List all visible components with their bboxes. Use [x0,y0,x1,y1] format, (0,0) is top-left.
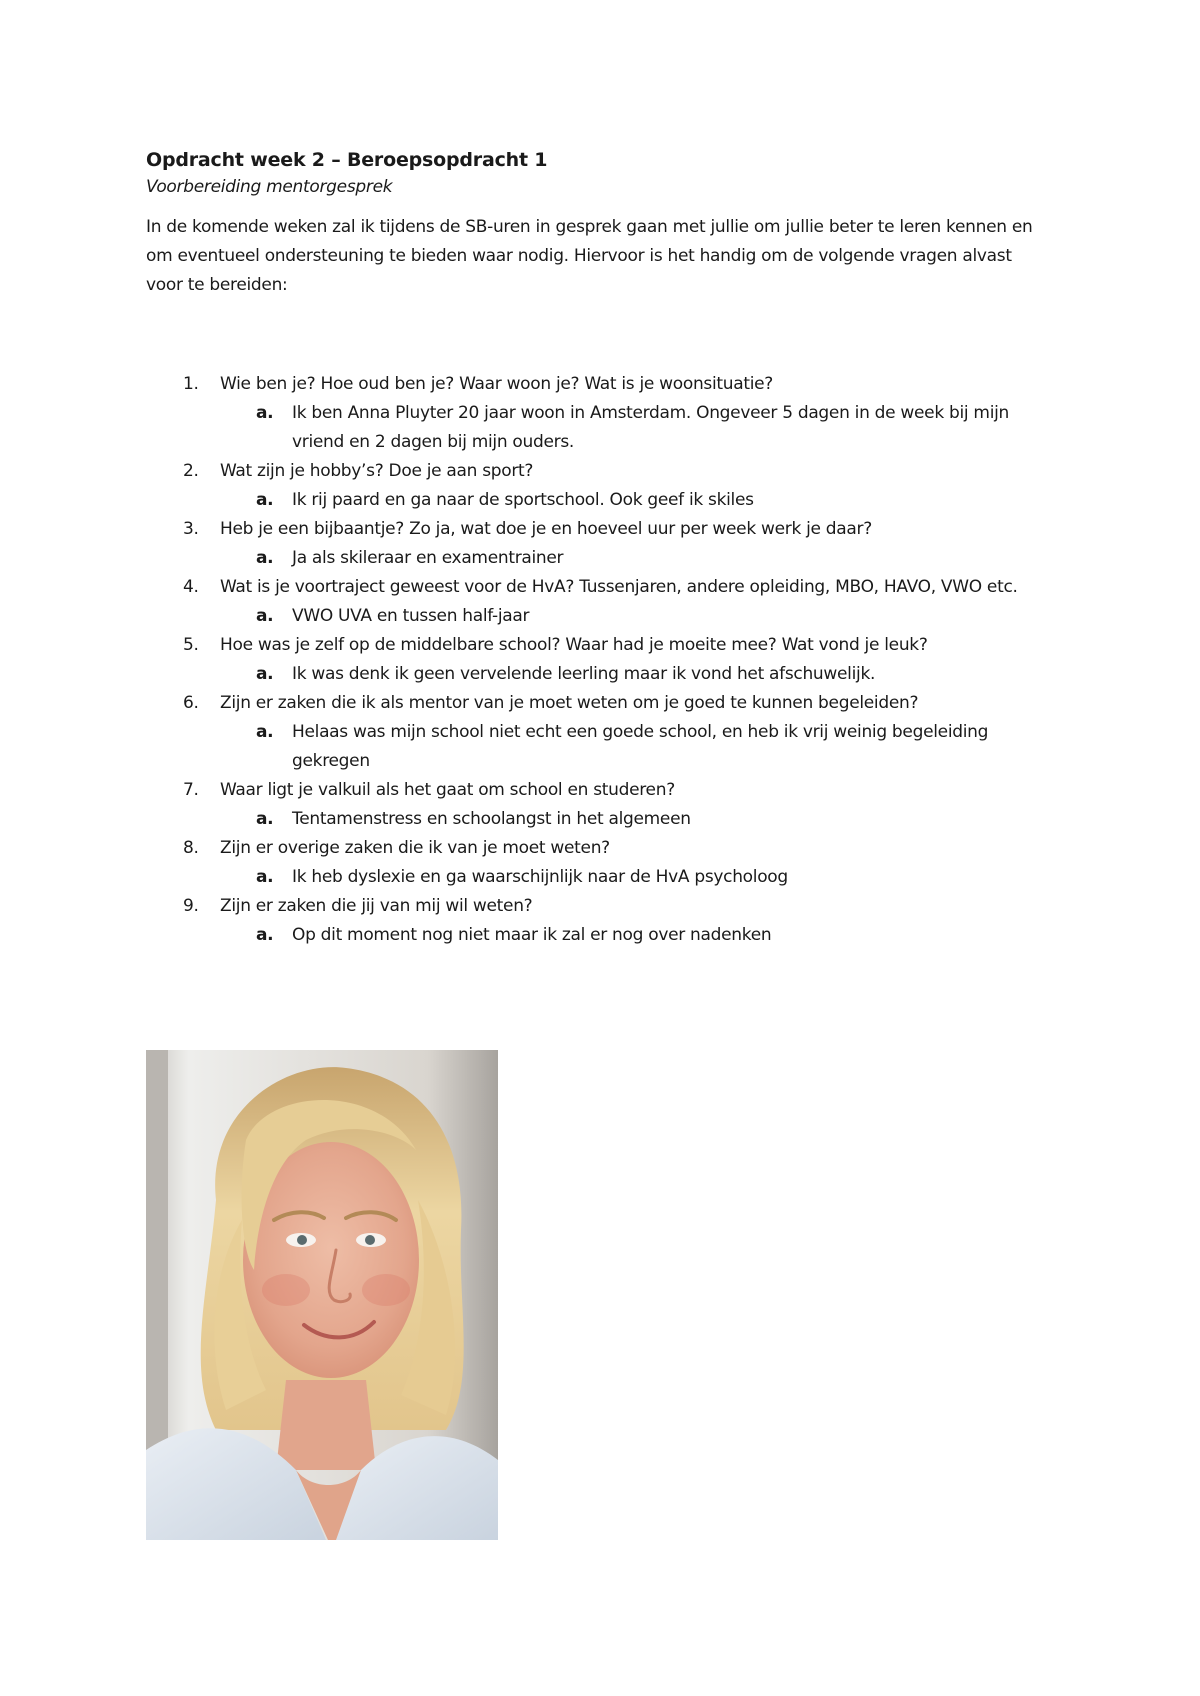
question-text: Zijn er overige zaken die ik van je moet weten? [220,838,610,858]
answer-item [146,399,1066,457]
answer-letter: a. [256,722,274,742]
answer-item [146,602,1066,631]
answer-item [146,805,1066,834]
question-text: Wat is je voortraject geweest voor de HvA? Tussenjaren, andere opleiding, MBO, HAVO, VWO etc. [220,577,1018,597]
question-item-8 [146,834,1066,892]
answer-item [146,660,1066,689]
answer-text: Ja als skileraar en examentrainer [292,548,564,568]
question-text: Zijn er zaken die jij van mij wil weten? [220,896,533,916]
portrait-photo [146,1050,498,1540]
question-text: Wat zijn je hobby’s? Doe je aan sport? [220,461,534,481]
question-item-1 [146,370,1066,457]
question-number: 2. [183,461,199,481]
document-title: Opdracht week 2 – Beroepsopdracht 1 [146,149,548,171]
question-number: 6. [183,693,199,713]
answer-text: Ik heb dyslexie en ga waarschijnlijk naar de HvA psycholoog [292,867,788,887]
intro-paragraph: In de komende weken zal ik tijdens de SB-uren in gesprek gaan met jullie om jullie beter te leren kennen en om eventueel ondersteuning te bieden waar nodig. Hiervoor is het handig om de volgende vragen alvast voor te bereiden: [146,217,1033,295]
answer-item [146,718,1066,776]
document-subtitle: Voorbereiding mentorgesprek [146,177,393,197]
answer-text: Helaas was mijn school niet echt een goede school, en heb ik vrij weinig begeleiding gekregen [292,722,989,771]
question-number: 1. [183,374,199,394]
answer-text: Ik was denk ik geen vervelende leerling maar ik vond het afschuwelijk. [292,664,876,684]
answer-text: Ik rij paard en ga naar de sportschool. Ook geef ik skiles [292,490,754,510]
answer-letter: a. [256,664,274,684]
answer-text: Op dit moment nog niet maar ik zal er nog over nadenken [292,925,772,945]
question-text: Waar ligt je valkuil als het gaat om school en studeren? [220,780,675,800]
question-item-4 [146,573,1066,631]
answer-letter: a. [256,925,274,945]
answer-letter: a. [256,809,274,829]
answer-letter: a. [256,606,274,626]
question-text: Wie ben je? Hoe oud ben je? Waar woon je? Wat is je woonsituatie? [220,374,774,394]
question-item-9 [146,892,1066,950]
question-number: 7. [183,780,199,800]
question-text: Hoe was je zelf op de middelbare school? Waar had je moeite mee? Wat vond je leuk? [220,635,928,655]
answer-letter: a. [256,490,274,510]
answer-text: Tentamenstress en schoolangst in het algemeen [292,809,691,829]
question-list [146,370,1066,950]
answer-letter: a. [256,548,274,568]
portrait-illustration [146,1050,498,1540]
answer-item [146,544,1066,573]
answer-text: Ik ben Anna Pluyter 20 jaar woon in Amsterdam. Ongeveer 5 dagen in de week bij mijn vriend en 2 dagen bij mijn ouders. [292,403,1010,452]
question-item-2 [146,457,1066,515]
question-text: Zijn er zaken die ik als mentor van je moet weten om je goed te kunnen begeleiden? [220,693,919,713]
question-item-7 [146,776,1066,834]
question-number: 8. [183,838,199,858]
answer-item [146,486,1066,515]
answer-letter: a. [256,403,274,423]
answer-item [146,921,1066,950]
document-page [146,148,1066,945]
answer-text: VWO UVA en tussen half-jaar [292,606,530,626]
question-item-3 [146,515,1066,573]
question-item-6 [146,689,1066,776]
question-number: 5. [183,635,199,655]
question-number: 4. [183,577,199,597]
answer-letter: a. [256,867,274,887]
question-number: 9. [183,896,199,916]
question-text: Heb je een bijbaantje? Zo ja, wat doe je en hoeveel uur per week werk je daar? [220,519,872,539]
question-number: 3. [183,519,199,539]
answer-item [146,863,1066,892]
question-item-5 [146,631,1066,689]
